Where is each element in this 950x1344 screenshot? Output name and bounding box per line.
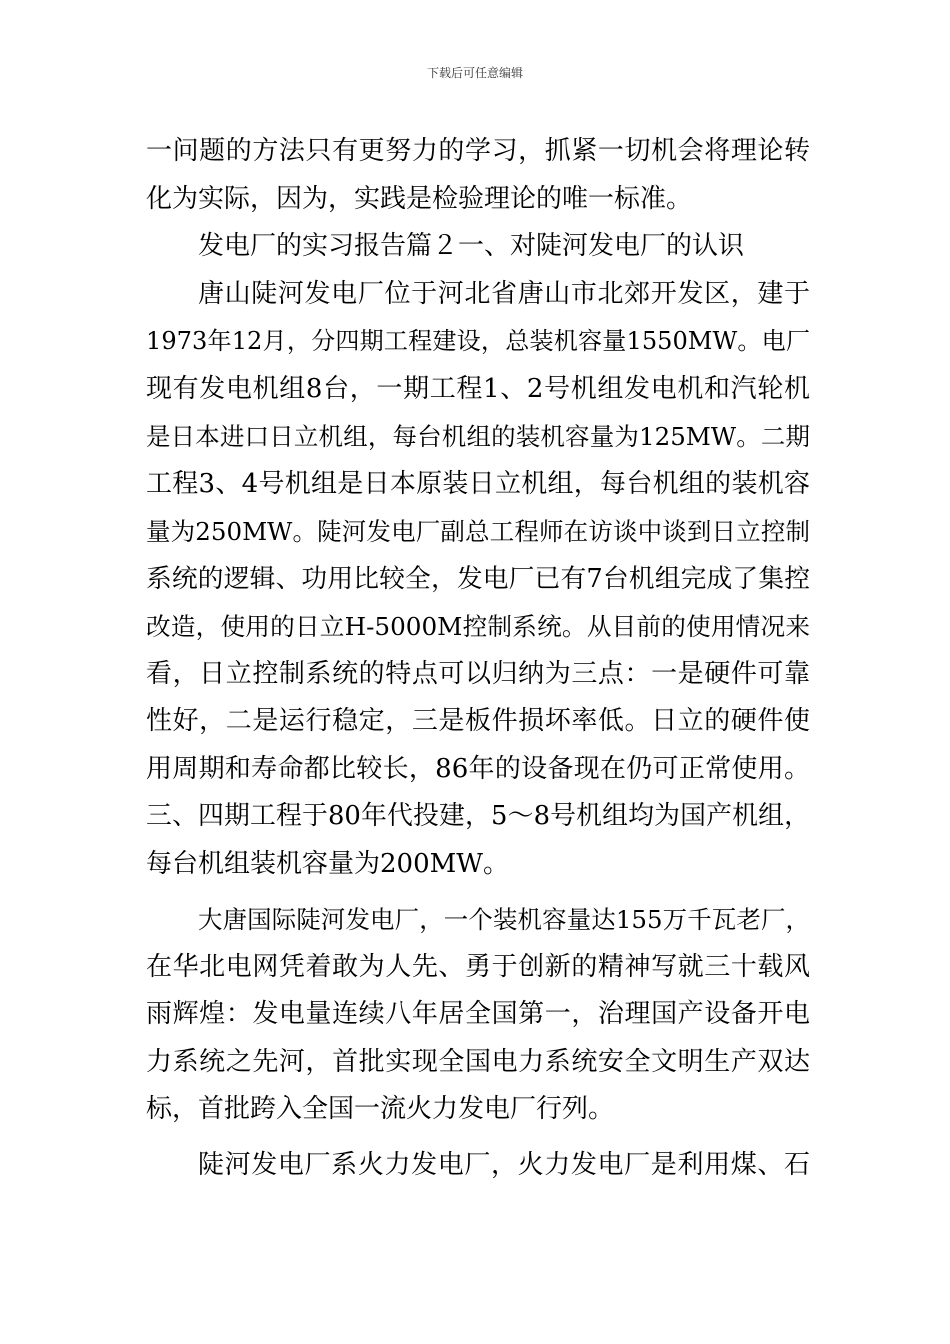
text-line: 工程3、4号机组是日本原装日立机组，每台机组的装机容 [146, 468, 810, 499]
text-line: 改造，使用的日立H-5000M控制系统。从目前的使用情况来 [146, 612, 810, 641]
text-line: 现有发电机组8台，一期工程1、2号机组发电机和汽轮机 [146, 373, 810, 404]
document-body [146, 128, 810, 1189]
text-line: 陡河发电厂系火力发电厂，火力发电厂是利用煤、石 [198, 1149, 810, 1180]
text-line: 在华北电网凭着敢为人先、勇于创新的精神写就三十载风 [146, 951, 810, 982]
text-line: 系统的逻辑、功用比较全，发电厂已有7台机组完成了集控 [146, 563, 810, 594]
text-line: 三、四期工程于80年代投建，5～8号机组均为国产机组， [146, 801, 810, 831]
text-line: 力系统之先河，首批实现全国电力系统安全文明生产双达 [146, 1046, 810, 1077]
section-heading: 发电厂的实习报告篇２一、对陡河发电厂的认识 [198, 231, 745, 261]
text-line: 大唐国际陡河发电厂，一个装机容量达155万千瓦老厂， [198, 905, 810, 934]
text-line: 是日本进口日立机组，每台机组的装机容量为125MW。二期 [146, 422, 810, 451]
text-line: 雨辉煌：发电量连续八年居全国第一，治理国产设备开电 [146, 999, 810, 1029]
text-line: 1973年12月，分四期工程建设，总装机容量1550MW。电厂 [146, 327, 810, 355]
text-line: 看，日立控制系统的特点可以归纳为三点：一是硬件可靠 [146, 658, 810, 689]
text-line: 化为实际，因为，实践是检验理论的唯一标准。 [146, 183, 693, 214]
text-line: 一问题的方法只有更努力的学习，抓紧一切机会将理论转 [146, 136, 810, 166]
text-line: 唐山陡河发电厂位于河北省唐山市北郊开发区，建于 [198, 278, 810, 309]
text-line: 标，首批跨入全国一流火力发电厂行列。 [146, 1094, 615, 1124]
text-line: 性好，二是运行稳定，三是板件损坏率低。日立的硬件使 [146, 706, 810, 736]
page-header: 下载后可任意编辑 [426, 66, 523, 80]
text-line: 用周期和寿命都比较长，86年的设备现在仍可正常使用。 [146, 753, 810, 784]
text-line: 量为250MW。陡河发电厂副总工程师在访谈中谈到日立控制 [146, 517, 810, 546]
text-line: 每台机组装机容量为200MW。 [146, 848, 509, 879]
